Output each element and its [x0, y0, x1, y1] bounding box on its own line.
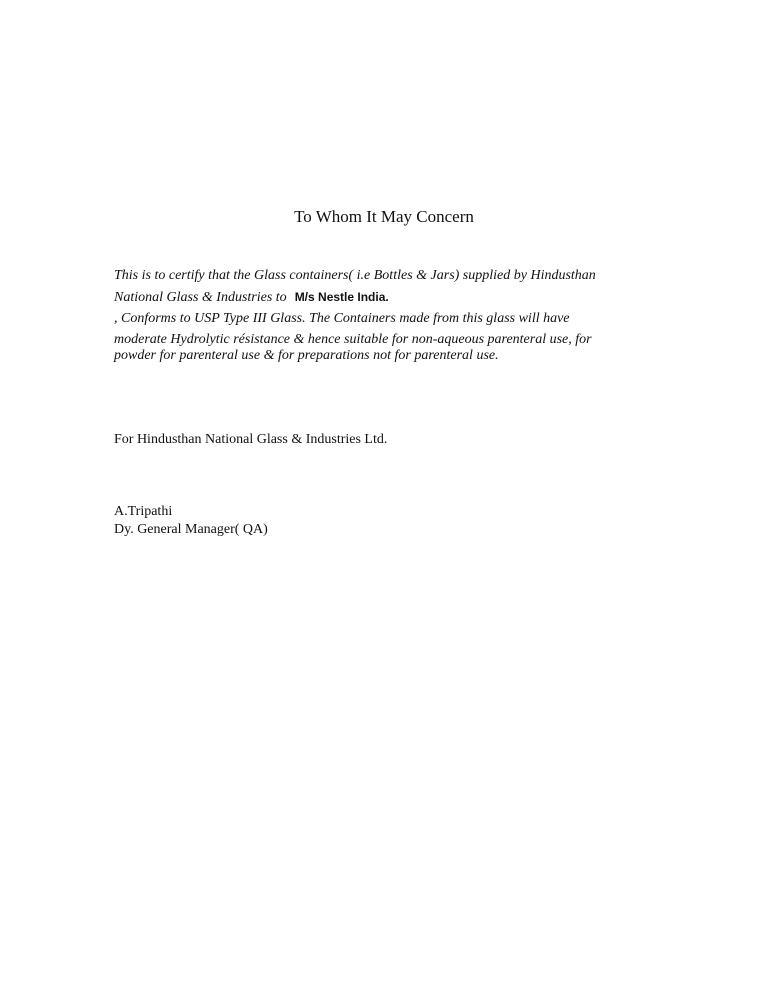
body-line-prefix: National Glass & Industries to — [114, 290, 287, 305]
signatory-title: Dy. General Manager( QA) — [114, 522, 268, 537]
body-line: moderate Hydrolytic résistance & hence suitable for non-aqueous parenteral use, for — [114, 332, 592, 347]
letter-title: To Whom It May Concern — [294, 207, 474, 226]
company-line: For Hindusthan National Glass & Industries Ltd. — [114, 432, 388, 447]
recipient-name: M/s Nestle India. — [294, 290, 389, 304]
signatory-name: A.Tripathi — [114, 504, 173, 519]
body-line: powder for parenteral use & for preparations not for parenteral use. — [114, 348, 499, 363]
body-line: , Conforms to USP Type III Glass. The Containers made from this glass will have — [114, 311, 570, 326]
body-line: This is to certify that the Glass containers( i.e Bottles & Jars) supplied by Hindusthan — [114, 268, 596, 283]
body-line-with-recipient — [114, 287, 389, 308]
